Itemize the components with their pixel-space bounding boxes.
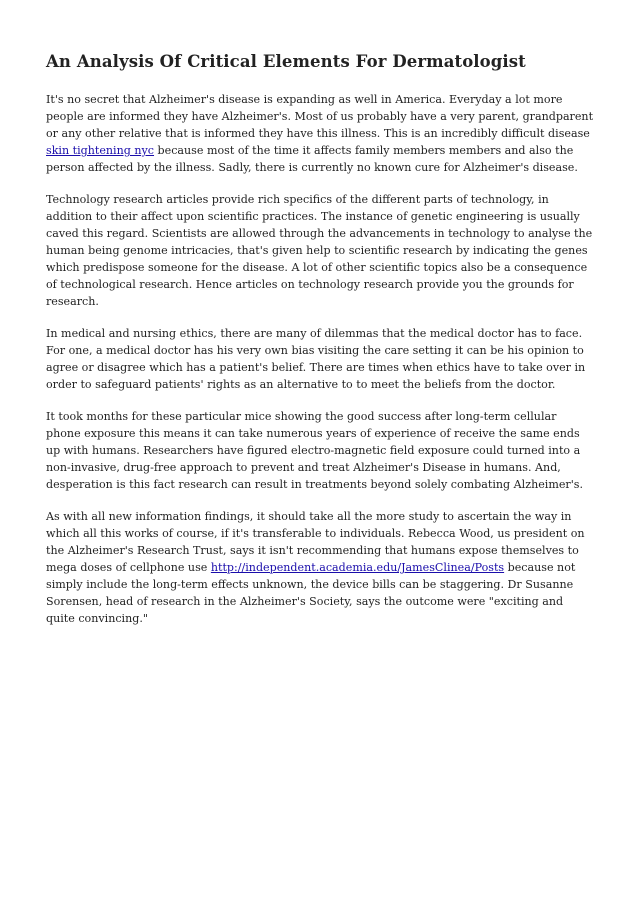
paragraph-5: [46, 508, 594, 627]
skin-tightening-link[interactable]: skin tightening nyc: [46, 144, 155, 157]
document-page: [46, 52, 594, 642]
paragraph-3: In medical and nursing ethics, there are many of dilemmas that the medical doctor has to face. For one, a medical doctor has his very own bias visiting the care setting it can be his opinion to agree or disagree which has a patient's belief. There are times when ethics have to take over in order to safeguard patients' rights as an alternative to to meet the beliefs from the doctor.: [46, 327, 586, 391]
paragraph-1-text-before: It's no secret that Alzheimer's disease is expanding as well in America. Everyday a lot more people are informed they have Alzheimer's. Most of us probably have a very parent, grandparent or any other relative that is informed they have this illness. This is an incredibly difficult disease: [46, 93, 594, 140]
paragraph-1-text-after: because most of the time it affects family members members and also the person affected by the illness. Sadly, there is currently no known cure for Alzheimer's disease.: [46, 144, 578, 174]
paragraph-4: It took months for these particular mice showing the good success after long-term cellular phone exposure this means it can take numerous years of experience of receive the same ends up with humans. Researchers have figured electro-magnetic field exposure could turned into a non-invasive, drug-free approach to prevent and treat Alzheimer's Disease in humans. And, desperation is this fact research can result in treatments beyond solely combating Alzheimer's.: [46, 410, 583, 491]
paragraph-2: Technology research articles provide rich specifics of the different parts of technology, in addition to their affect upon scientific practices. The instance of genetic engineering is usually caved this regard. Scientists are allowed through the advancements in technology to analyse the human being genome intricacies, that's given help to scientific research by indicating the genes which predispose someone for the disease. A lot of other scientific topics also be a consequence of technological research. Hence articles on technology research provide you the grounds for research.: [46, 193, 593, 308]
paragraph-5-text-before: As with all new information findings, it should take all the more study to ascertain the way in which all this works of course, if it's transferable to individuals. Rebecca Wood, us president on the Alzheimer's Research Trust, says it isn't recommending that humans expose themselves to mega doses of cellphone use: [46, 510, 585, 574]
paragraph-1: [46, 91, 594, 176]
paragraph-5-text-after: because not simply include the long-term effects unknown, the device bills can be staggering. Dr Susanne Sorensen, head of research in the Alzheimer's Society, says the outcome were "exciting and quite convincing.": [46, 561, 576, 625]
document-title: An Analysis Of Critical Elements For Dermatologist: [46, 52, 526, 71]
academia-posts-link[interactable]: http://independent.academia.edu/JamesClinea/Posts: [210, 561, 505, 574]
